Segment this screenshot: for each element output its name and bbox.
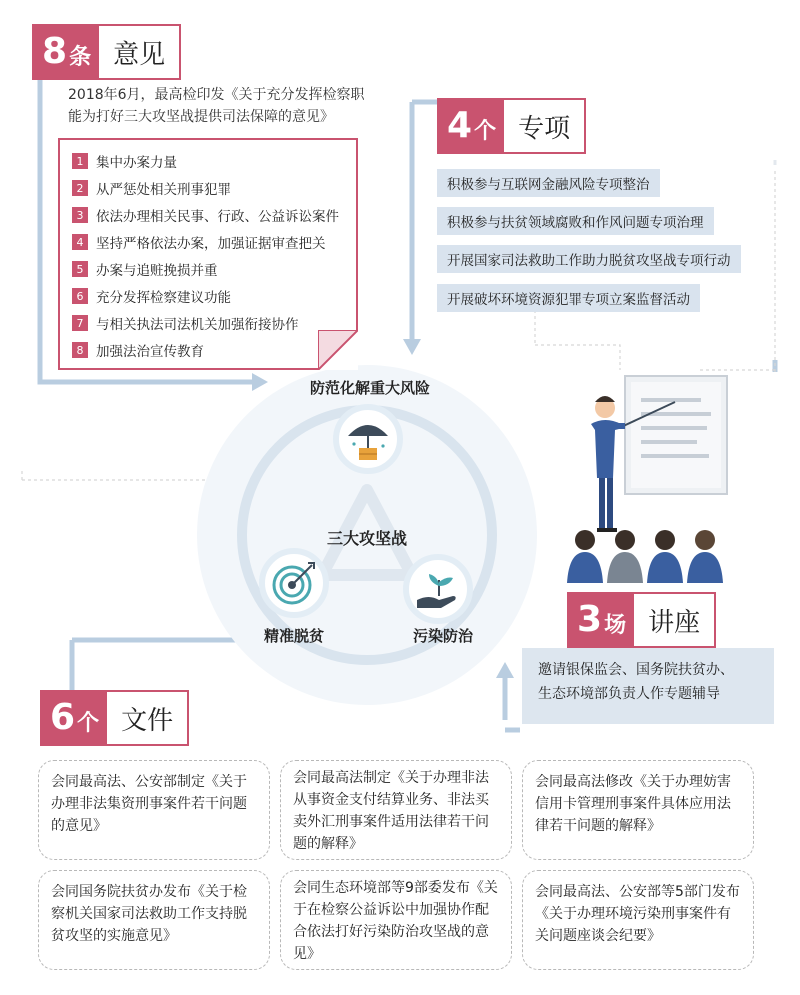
recommendations-word: 意见 [99,24,181,80]
documents-word: 文件 [107,690,189,746]
lectures-line-2: 生态环境部负责人作专题辅导 [538,686,720,702]
documents-badge [40,690,189,746]
recommendations-list [58,138,358,370]
recommendation-index: 4 [72,234,88,250]
recommendation-text: 集中办案力量 [96,155,177,171]
recommendation-index: 8 [72,342,88,358]
recommendation-item [72,177,231,199]
projects-word: 专项 [504,98,586,154]
lectures-count-block [567,592,634,648]
lectures-count: 3 [577,599,603,640]
recommendation-index: 2 [72,180,88,196]
projects-unit: 个 [474,118,497,144]
recommendations-badge [32,24,181,80]
project-item: 积极参与扶贫领域腐败和作风问题专项治理 [437,207,714,235]
documents-count: 6 [50,697,76,738]
projects-badge [437,98,586,154]
document-card: 会同最高法、公安部等5部门发布《关于办理环境污染刑事案件有关问题座谈会纪要》 [522,870,754,970]
recommendation-text: 加强法治宣传教育 [96,344,204,360]
lectures-description [522,648,774,724]
target-icon [259,548,329,618]
recommendation-index: 1 [72,153,88,169]
battle-pollution-label: 污染防治 [412,627,473,645]
recommendation-index: 7 [72,315,88,331]
folded-corner-icon [318,330,358,370]
recommendation-index: 3 [72,207,88,223]
lectures-line-1: 邀请银保监会、国务院扶贫办、 [538,662,734,678]
project-item: 开展破坏环境资源犯罪专项立案监督活动 [437,284,700,312]
recommendation-item [72,312,299,334]
recommendation-text: 充分发挥检察建议功能 [96,290,231,306]
project-item: 开展国家司法救助工作助力脱贫攻坚战专项行动 [437,245,741,273]
recommendation-item [72,150,177,172]
lectures-word: 讲座 [634,592,716,648]
umbrella-icon [333,404,403,474]
document-card: 会同最高法修改《关于办理妨害信用卡管理刑事案件具体应用法律若干问题的解释》 [522,760,754,860]
documents-unit: 个 [77,710,100,736]
recommendation-index: 5 [72,261,88,277]
document-card: 会同最高法制定《关于办理非法从事资金支付结算业务、非法买卖外汇刑事案件适用法律若干问题的解释》 [280,760,512,860]
recommendation-text: 依法办理相关民事、行政、公益诉讼案件 [96,209,339,225]
recommendations-unit: 条 [69,44,92,70]
battle-poverty-label: 精准脱贫 [263,627,324,645]
recommendation-item [72,285,231,307]
document-card: 会同最高法、公安部制定《关于办理非法集资刑事案件若干问题的意见》 [38,760,270,860]
recommendation-index: 6 [72,288,88,304]
recommendation-item [72,258,218,280]
battle-risk-label: 防范化解重大风险 [309,379,430,397]
recommendation-text: 坚持严格依法办案，加强证据审查把关 [96,236,326,252]
lectures-badge [567,592,716,648]
recommendations-count-block [32,24,99,80]
recommendations-count: 8 [42,31,68,72]
document-card: 会同生态环境部等9部委发布《关于在检察公益诉讼中加强协作配合依法打好污染防治攻坚战的意见》 [280,870,512,970]
recommendations-intro: 2018年6月，最高检印发《关于充分发挥检察职能为打好三大攻坚战提供司法保障的意见》 [68,87,365,125]
projects-count: 4 [447,105,473,146]
recommendation-text: 办案与追赃挽损并重 [96,263,218,279]
lectures-unit: 场 [604,612,627,638]
lecture-illustration-icon [555,368,775,583]
recommendation-item [72,231,326,253]
recommendation-item [72,339,204,361]
document-card: 会同国务院扶贫办发布《关于检察机关国家司法救助工作支持脱贫攻坚的实施意见》 [38,870,270,970]
recommendation-text: 从严惩处相关刑事犯罪 [96,182,231,198]
battles-center-label: 三大攻坚战 [326,529,407,548]
project-item: 积极参与互联网金融风险专项整治 [437,169,660,197]
recommendation-item [72,204,339,226]
recommendation-text: 与相关执法司法机关加强衔接协作 [96,317,299,333]
sprout-hand-icon [403,554,473,624]
documents-count-block [40,690,107,746]
projects-count-block [437,98,504,154]
